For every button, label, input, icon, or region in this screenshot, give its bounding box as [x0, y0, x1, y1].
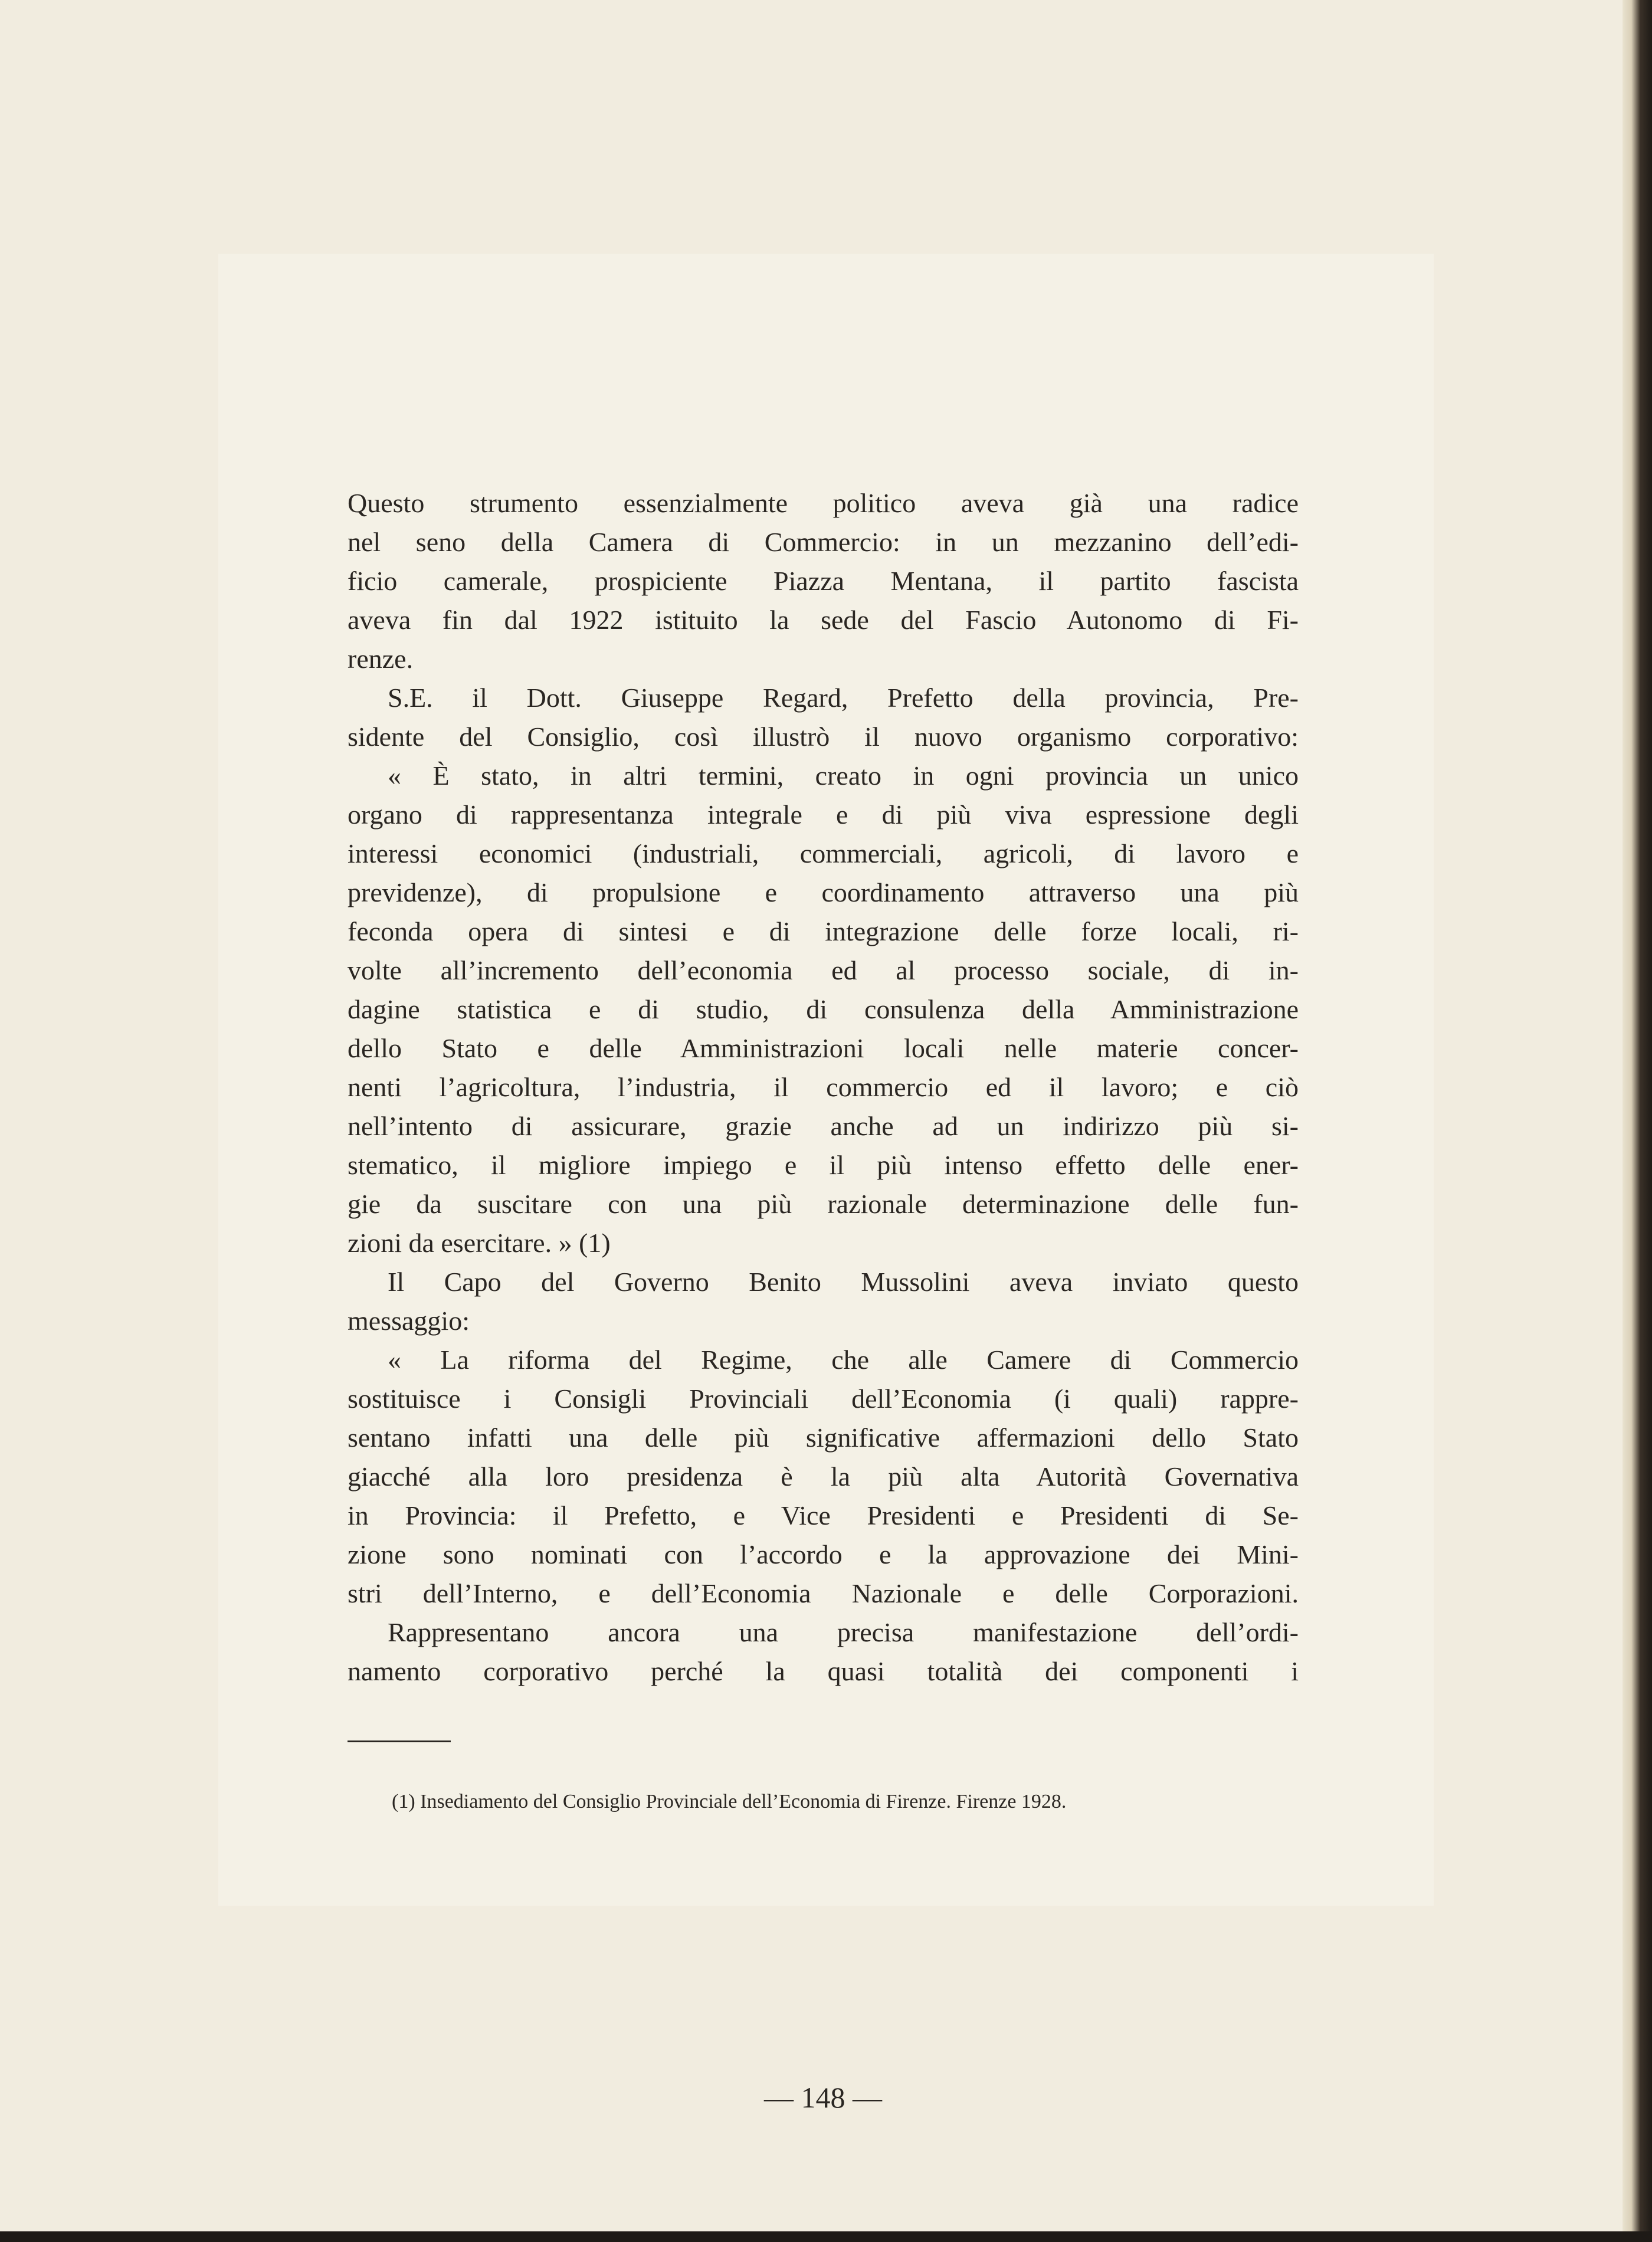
page-number: — 148 — — [764, 2081, 882, 2114]
footnote-rule — [348, 1740, 451, 1742]
text-line: aveva fin dal 1922 istituito la sede del Fascio Autonomo di Fi- — [348, 605, 1299, 635]
text-line: Rappresentano ancora una precisa manifestazione dell’ordi- — [388, 1617, 1299, 1647]
text-line: renze. — [348, 644, 414, 674]
text-line: gie da suscitare con una più razionale determinazione delle fun- — [348, 1189, 1299, 1219]
text-line: sostituisce i Consigli Provinciali dell’Economia (i quali) rappre- — [348, 1384, 1299, 1414]
text-line: interessi economici (industriali, commerciali, agricoli, di lavoro e — [348, 838, 1299, 868]
text-line: in Provincia: il Prefetto, e Vice Presidenti e Presidenti di Se- — [348, 1500, 1299, 1530]
text-line: Questo strumento essenzialmente politico aveva già una radice — [348, 488, 1299, 518]
text-line: Il Capo del Governo Benito Mussolini aveva inviato questo — [388, 1267, 1299, 1297]
text-line: dello Stato e delle Amministrazioni locali nelle materie concer- — [348, 1033, 1299, 1063]
footnote: (1) Insediamento del Consiglio Provinciale dell’Economia di Firenze. Firenze 1928. — [392, 1791, 1067, 1812]
text-line: S.E. il Dott. Giuseppe Regard, Prefetto della provincia, Pre- — [388, 683, 1299, 713]
text-line: sidente del Consiglio, così illustrò il nuovo organismo corporativo: — [348, 722, 1299, 752]
text-line: organo di rappresentanza integrale e di più viva espressione degli — [348, 799, 1299, 830]
body-text — [348, 484, 1299, 1691]
text-line: stematico, il migliore impiego e il più intenso effetto delle ener- — [348, 1150, 1299, 1180]
text-line: nenti l’agricoltura, l’industria, il commercio ed il lavoro; e ciò — [348, 1072, 1299, 1102]
text-line: volte all’incremento dell’economia ed al processo sociale, di in- — [348, 955, 1299, 985]
text-line: giacché alla loro presidenza è la più alta Autorità Governativa — [348, 1461, 1299, 1492]
text-line: nell’intento di assicurare, grazie anche ad un indirizzo più si- — [348, 1111, 1299, 1141]
text-line: dagine statistica e di studio, di consulenza della Amministrazione — [348, 994, 1299, 1024]
text-line: « È stato, in altri termini, creato in ogni provincia un unico — [388, 761, 1299, 791]
text-line: previdenze), di propulsione e coordinamento attraverso una più — [348, 877, 1299, 907]
text-line: zioni da esercitare. » (1) — [348, 1228, 611, 1258]
book-edge-right — [1622, 0, 1652, 2242]
text-line: zione sono nominati con l’accordo e la approvazione dei Mini- — [348, 1539, 1299, 1569]
text-line: feconda opera di sintesi e di integrazione delle forze locali, ri- — [348, 916, 1299, 946]
text-line: ficio camerale, prospiciente Piazza Mentana, il partito fascista — [348, 566, 1299, 596]
text-line: namento corporativo perché la quasi totalità dei componenti i — [348, 1656, 1299, 1686]
text-line: nel seno della Camera di Commercio: in un mezzanino dell’edi- — [348, 527, 1299, 557]
text-line: stri dell’Interno, e dell’Economia Nazionale e delle Corporazioni. — [348, 1578, 1299, 1608]
text-line: « La riforma del Regime, che alle Camere di Commercio — [388, 1345, 1299, 1375]
book-edge-bottom — [0, 2231, 1652, 2242]
text-line: messaggio: — [348, 1306, 470, 1336]
text-line: sentano infatti una delle più significative affermazioni dello Stato — [348, 1422, 1299, 1453]
